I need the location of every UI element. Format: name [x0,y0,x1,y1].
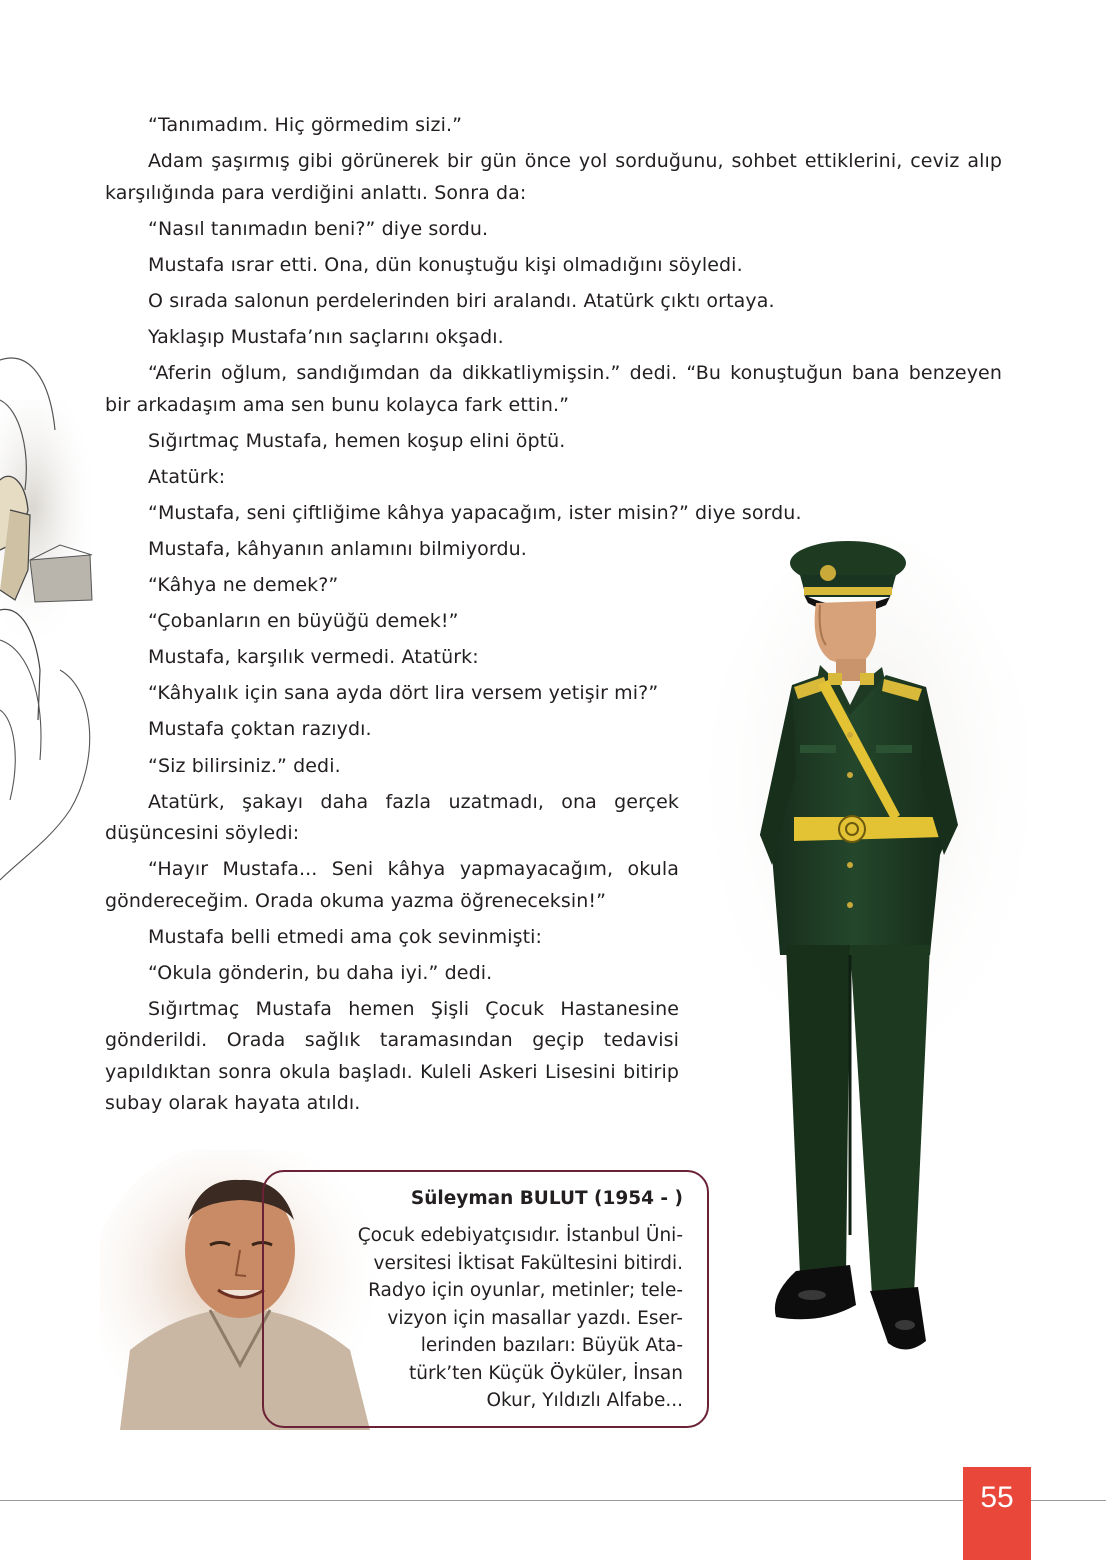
author-bio-line: vizyon için masallar yazdı. Eser- [387,1307,683,1329]
paragraph: Sığırtmaç Mustafa hemen Şişli Çocuk Hastanesine gönderildi. Orada sağlık taramasından geçip tedavisi yapıldıktan sonra okula başladı. Kuleli Askeri Lisesini bitirip subay olarak hayata atıldı. [105,997,679,1115]
paragraph: O sırada salonun perdelerinden biri aralandı. Atatürk çıktı ortaya. [148,289,775,312]
paragraph: Mustafa, kâhyanın anlamını bilmiyordu. [148,537,527,560]
author-info-box [262,1170,709,1428]
paragraph: “Hayır Mustafa... Seni kâhya yapmayacağım, okula göndereceğim. Orada okuma yazma öğreneceksin!” [105,858,679,912]
paragraph: Yaklaşıp Mustafa’nın saçlarını okşadı. [148,325,504,348]
author-name: Süleyman BULUT (1954 - ) [410,1188,683,1209]
paragraph: Mustafa belli etmedi ama çok sevinmişti: [148,925,543,948]
author-bio-line: versitesi İktisat Fakültesini bitirdi. [373,1252,683,1274]
page-number: 55 [980,1481,1014,1514]
paragraph: “Tanımadım. Hiç görmedim sizi.” [148,114,463,136]
paragraph: Mustafa, karşılık vermedi. Atatürk: [148,646,479,669]
paragraph: “Kâhyalık için sana ayda dört lira versem yetişir mi?” [148,682,659,705]
author-bio-line: Radyo için oyunlar, metinler; tele- [368,1280,683,1301]
paragraph: “Nasıl tanımadın beni?” diye sordu. [148,217,489,240]
paragraph: Atatürk, şakayı daha fazla uzatmadı, ona gerçek düşüncesini söyledi: [105,790,679,845]
paragraph: “Aferin oğlum, sandığımdan da dikkatliymişsin.” dedi. “Bu konuştuğun bana benzeyen bir arkadaşım ama sen bunu kolayca fark ettin.” [105,362,1002,416]
paragraph: “Kâhya ne demek?” [148,574,339,597]
author-bio-line: Okur, Yıldızlı Alfabe... [486,1390,683,1411]
paragraph: Mustafa çoktan razıydı. [148,718,372,741]
author-bio-line: lerinden bazıları: Büyük Ata- [420,1335,683,1356]
paragraph: “Mustafa, seni çiftliğime kâhya yapacağım, ister misin?” diye sordu. [148,501,802,524]
paragraph: Sığırtmaç Mustafa, hemen koşup elini öptü. [148,429,566,452]
author-bio [323,1222,683,1415]
horse-rider-sketch [0,340,110,900]
paragraph: Atatürk: [148,465,226,488]
author-bio-line: Çocuk edebiyatçısıdır. İstanbul Üni- [357,1225,683,1246]
paragraph: Mustafa ısrar etti. Ona, dün konuştuğu kişi olmadığını söyledi. [148,253,743,276]
paragraph: “Çobanların en büyüğü demek!” [148,610,459,633]
soldier-illustration [700,535,1040,1365]
footer-divider [0,1500,1106,1501]
author-bio-line: türk’ten Küçük Öyküler, İnsan [409,1362,683,1384]
page-number-badge [963,1467,1031,1560]
paragraph: Adam şaşırmış gibi görünerek bir gün önce yol sorduğunu, sohbet ettiklerini, ceviz alıp karşılığında para verdiğini anlattı. Sonra da: [105,150,1002,204]
paragraph: “Siz bilirsiniz.” dedi. [148,754,341,777]
paragraph: “Okula gönderin, bu daha iyi.” dedi. [148,961,493,984]
